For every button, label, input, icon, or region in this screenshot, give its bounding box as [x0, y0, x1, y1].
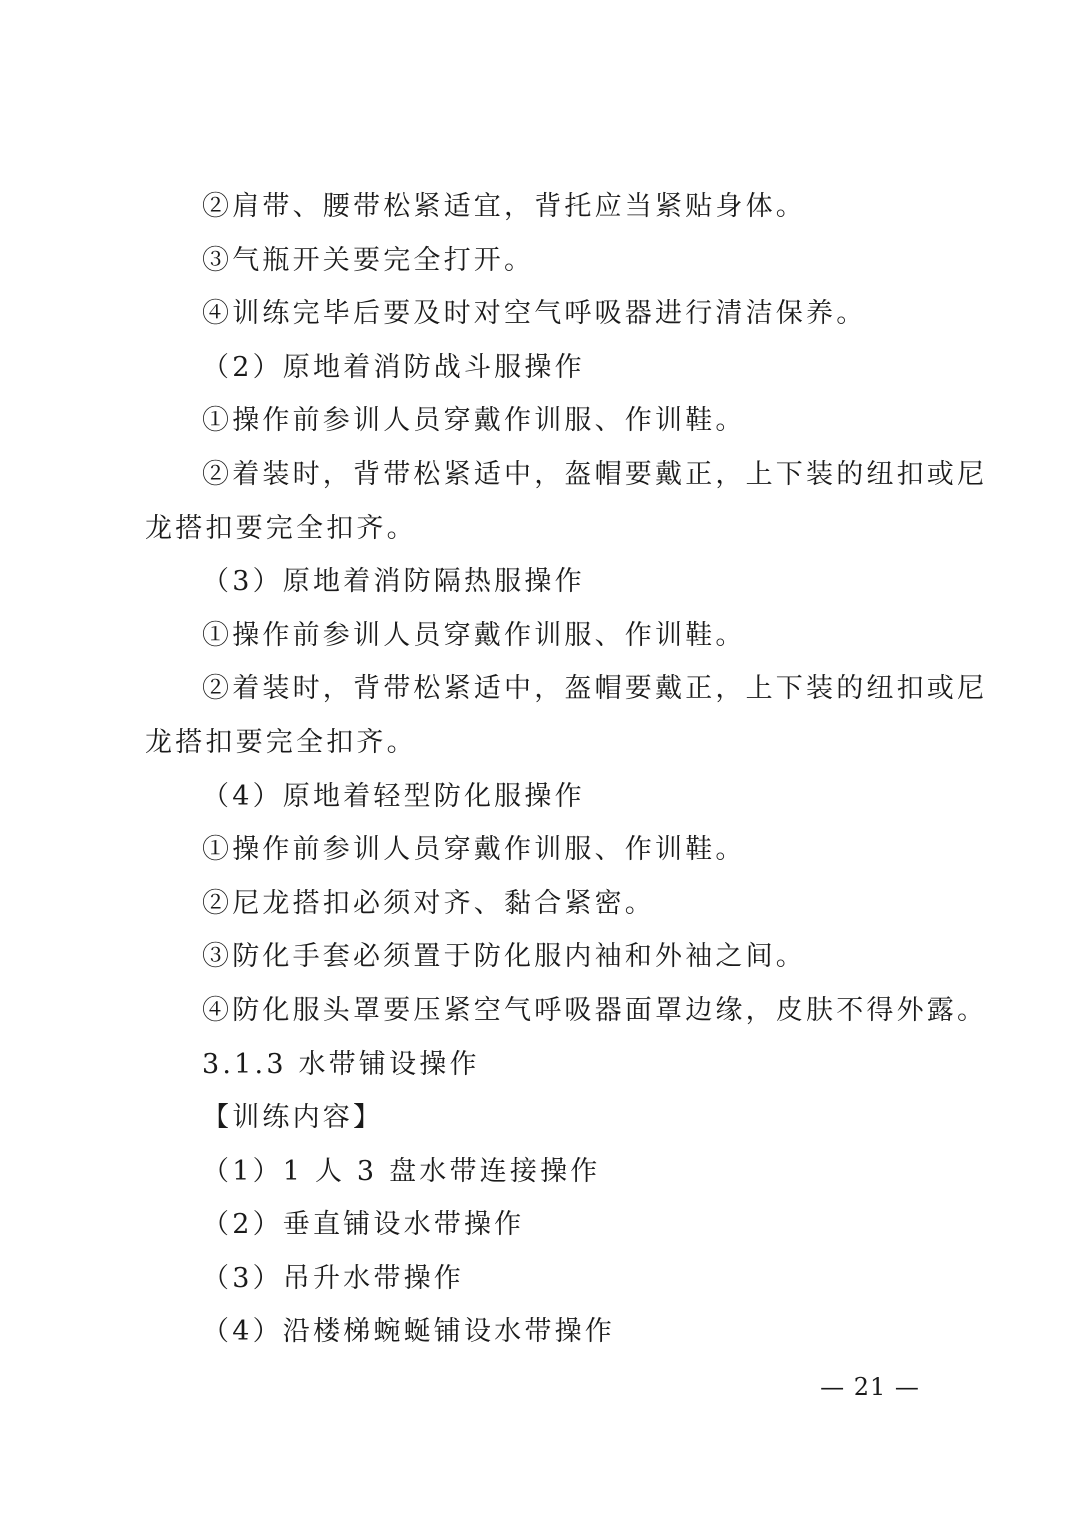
- section-heading-chemical-suit: （4）原地着轻型防化服操作: [202, 780, 585, 812]
- training-content-label: 【训练内容】: [202, 1102, 384, 1134]
- training-item-3: （3）吊升水带操作: [202, 1262, 464, 1294]
- list-item-chemical-suit-3: ③防化手套必须置于防化服内袖和外袖之间。: [202, 941, 806, 973]
- training-item-2: （2）垂直铺设水带操作: [202, 1209, 525, 1241]
- page-number: — 21 —: [820, 1373, 920, 1401]
- body-text: [145, 180, 988, 1359]
- list-item-chemical-suit-2: ②尼龙搭扣必须对齐、黏合紧密。: [202, 887, 655, 919]
- section-heading-combat-suit: （2）原地着消防战斗服操作: [202, 351, 585, 383]
- section-heading-hose-laying: 3.1.3 水带铺设操作: [202, 1048, 480, 1080]
- list-item-chemical-suit-4: ④防化服头罩要压紧空气呼吸器面罩边缘，皮肤不得外露。: [202, 994, 988, 1026]
- list-item-shoulder-strap: ②肩带、腰带松紧适宜，背托应当紧贴身体。: [202, 191, 806, 222]
- training-item-4: （4）沿楼梯蜿蜒铺设水带操作: [202, 1316, 615, 1348]
- training-item-1: （1）1 人 3 盘水带连接操作: [202, 1155, 601, 1187]
- list-item-combat-suit-2: ②着装时，背带松紧适中，盔帽要戴正，上下装的纽扣或尼: [202, 458, 988, 490]
- list-item-cleaning: ④训练完毕后要及时对空气呼吸器进行清洁保养。: [202, 298, 867, 330]
- list-item-insulation-suit-2: ②着装时，背带松紧适中，盔帽要戴正，上下装的纽扣或尼: [202, 673, 988, 705]
- list-item-insulation-suit-2-cont: 龙搭扣要完全扣齐。: [145, 726, 417, 758]
- list-item-insulation-suit-1: ①操作前参训人员穿戴作训服、作训鞋。: [202, 619, 746, 651]
- list-item-cylinder-valve: ③气瓶开关要完全打开。: [202, 244, 535, 276]
- list-item-combat-suit-2-cont: 龙搭扣要完全扣齐。: [145, 512, 417, 544]
- section-heading-insulation-suit: （3）原地着消防隔热服操作: [202, 566, 585, 598]
- list-item-chemical-suit-1: ①操作前参训人员穿戴作训服、作训鞋。: [202, 834, 746, 866]
- list-item-combat-suit-1: ①操作前参训人员穿戴作训服、作训鞋。: [202, 405, 746, 437]
